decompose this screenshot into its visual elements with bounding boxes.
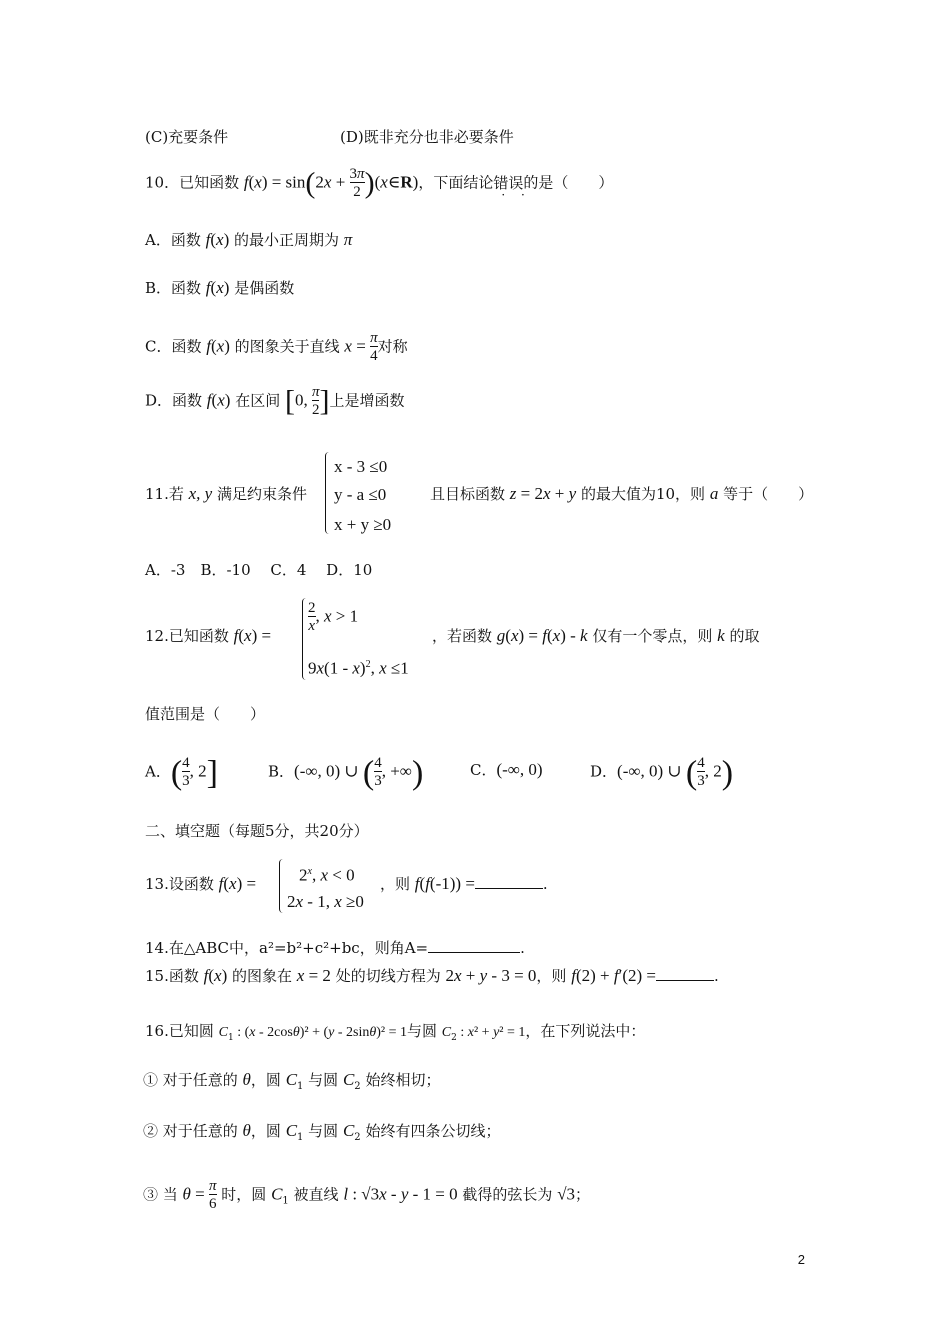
question-12-stem: 12.已知函数 f(x) =: [145, 626, 272, 645]
q10-option-c: C．函数 f(x) 的图象关于直线 x = $\frac{\pi}{4}$ 对称: [145, 330, 408, 364]
q10-option-d: D．函数 f(x) 在区间 [0, $\frac{\pi}{2}$ ]上是增函数: [145, 384, 405, 418]
q12-option-b: B．(-∞, 0) ∪ ( $\frac{4}{3}$ , +∞): [268, 754, 424, 792]
question-13-tail: ，则 f(f(-1)) = .: [380, 874, 548, 893]
q10-option-a: A．函数 f(x) 的最小正周期为 π: [145, 230, 353, 249]
q12-option-a: A．( $\frac{4}{3}$ , 2]: [145, 754, 218, 792]
question-12-continued: 值范围是（ ）: [145, 705, 266, 723]
q11-condition-2: y - a ≤0: [334, 485, 387, 504]
question-11-tail: 且目标函数 z = 2x + y 的最大值为10，则 a 等于（ ）: [430, 484, 814, 503]
q11-condition-3: x + y ≥0: [334, 515, 392, 534]
q11-options: A．-3 B．-10 C．4 D．10: [145, 561, 373, 579]
q10-option-b: B．函数 f(x) 是偶函数: [145, 278, 295, 297]
q13-brace: [279, 859, 286, 913]
q12-option-c: C．(-∞, 0): [470, 760, 543, 779]
question-11-stem: 11.若 x, y 满足约束条件: [145, 484, 307, 503]
q12-piece-1: $\frac{2}{x}$ , x > 1: [308, 600, 359, 634]
q11-brace: [325, 452, 332, 534]
question-13-stem: 13.设函数 f(x) =: [145, 874, 257, 893]
question-16: 16.已知圆 $C_1$ : (x - 2cosθ)² + (y - 2sinθ)² = 1与圆 $C_2$ : x² + y² = 1，在下列说法中：: [145, 1022, 646, 1043]
question-10: 10．已知函数 f(x) = sin(2x + $\frac{3\pi}{2}$ )(x∈R)，下面结论错误 · ·的是（ ）: [145, 166, 613, 201]
q16-statement-3: ③ 当 θ = $\frac{\pi}{6}$ 时，圆 $C_1$ 被直线 l : √3x - y - 1 = 0 截得的弦长为 √3；: [143, 1178, 591, 1212]
q16-statement-2: ② 对于任意的 θ，圆 $C_1$ 与圆 $C_2$ 始终有四条公切线；: [143, 1121, 501, 1143]
q11-condition-1: x - 3 ≤0: [334, 457, 388, 476]
page-number: 2: [797, 1252, 805, 1267]
question-12-tail: ，若函数 g(x) = f(x) - k 仅有一个零点，则 k 的取: [432, 626, 760, 645]
q13-piece-2: 2x - 1, x ≥0: [287, 892, 364, 911]
question-14: 14.在△ABC中，a²=b²+c²+bc，则角A= .: [145, 939, 525, 957]
q12-option-d: D．(-∞, 0) ∪ ( $\frac{4}{3}$ , 2): [590, 754, 734, 792]
q9-option-c: (C)充要条件: [145, 128, 229, 146]
q16-statement-1: ① 对于任意的 θ，圆 $C_1$ 与圆 $C_2$ 始终相切；: [143, 1070, 441, 1092]
q12-piece-2: 9x(1 - x)$^2$, x ≤1: [308, 658, 409, 678]
section-2-heading: 二、填空题（每题5分，共20分）: [145, 822, 369, 840]
question-15: 15.函数 f(x) 的图象在 x = 2 处的切线方程为 2x + y - 3 = 0，则 f(2) + f′(2) = .: [145, 966, 719, 985]
q13-piece-1: 2$^x$, x < 0: [299, 865, 355, 885]
q9-option-d: (D)既非充分也非必要条件: [340, 128, 514, 146]
